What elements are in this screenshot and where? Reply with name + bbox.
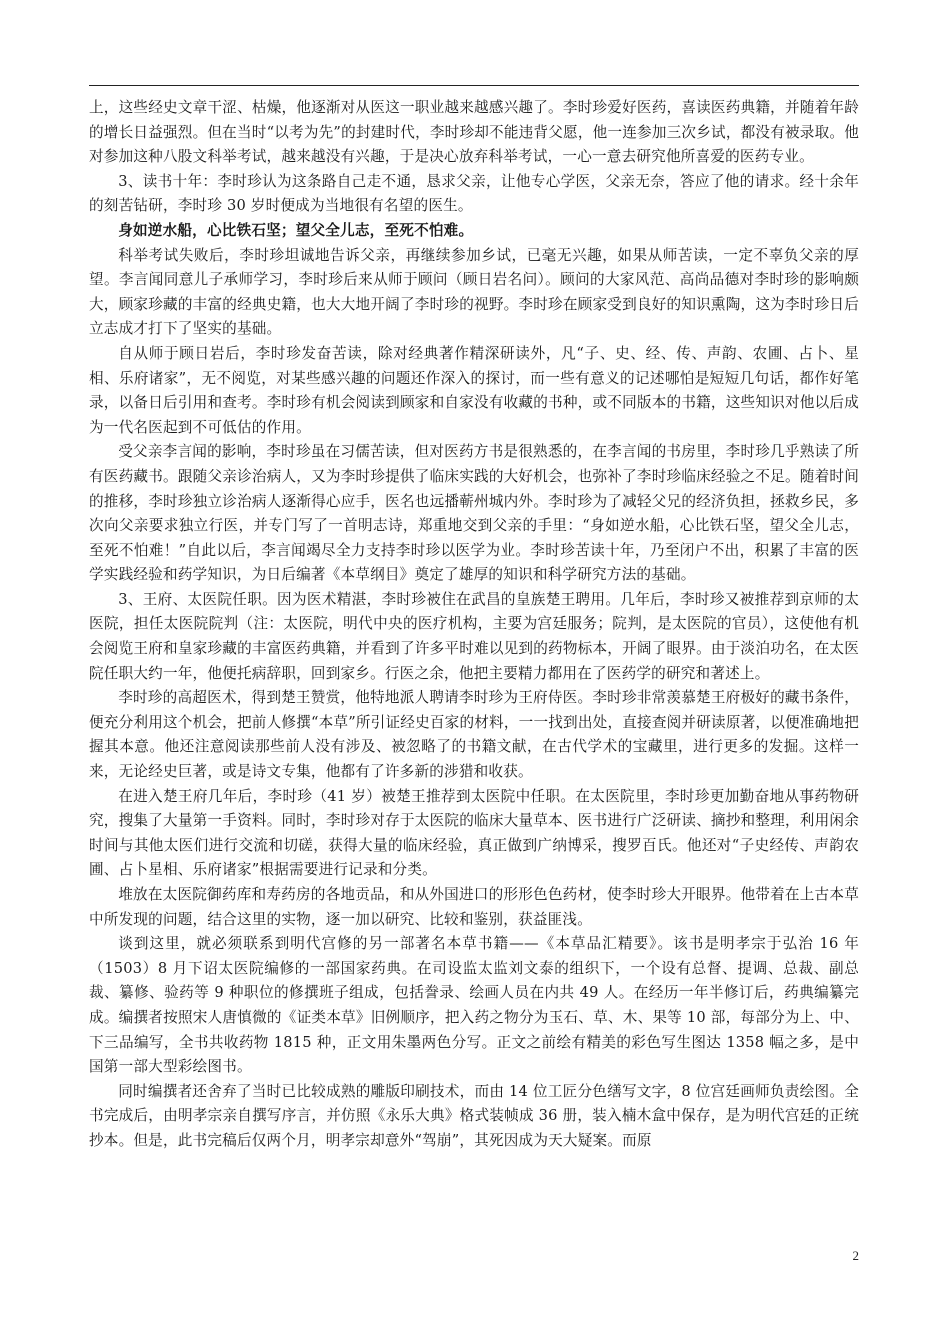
paragraph-reading-ten-years: 3、读书十年：李时珍认为这条路自己走不通，恳求父亲，让他专心学医，父亲无奈，答应了他的请求。经十余年的刻苦钻研，李时珍 30 岁时便成为当地很有名望的医生。	[89, 172, 859, 215]
paragraph: 堆放在太医院御药库和寿药房的各地贡品，和从外国进口的形形色色药材，使李时珍大开眼界。他带着在上古本草中所发现的问题，结合这里的实物，逐一加以研究、比较和鉴别，获益匪浅。	[89, 886, 859, 928]
paragraph-royal-service: 3、王府、太医院任职。因为医术精湛，李时珍被住在武昌的皇族楚王聘用。几年后，李时珍又被推荐到京师的太医院，担任太医院院判（注：太医院，明代中央的医疗机构，主要为宫廷服务；院判，是太医院的官员），这使他有机会阅览王府和皇家珍藏的丰富医药典籍，并看到了许多平时难以见到的药物标本，开阔了眼界。由于淡泊功名，在太医院任职大约一年，他便托病辞职，回到家乡。行医之余，他把主要精力都用在了医药学的研究和著述上。	[89, 590, 859, 682]
paragraph: 同时编撰者还舍弃了当时已比较成熟的雕版印刷技术，而由 14 位工匠分色缮写文字，8 位宫廷画师负责绘图。全书完成后，由明孝宗亲自撰写序言，并仿照《永乐大典》格式装帧成 36 册，装入楠木盒中保存，是为明代宫廷的正统抄本。但是，此书完稿后仅两个月，明孝宗却意外“驾崩”，其死因成为天大疑案。而原	[89, 1082, 859, 1149]
body-text	[89, 96, 859, 1154]
paragraph: 受父亲李言闻的影响，李时珍虽在习儒苦读，但对医药方书是很熟悉的，在李言闻的书房里，李时珍几乎熟读了所有医药藏书。跟随父亲诊治病人，又为李时珍提供了临床实践的大好机会，也弥补了李时珍临床经验之不足。随着时间的推移，李时珍独立诊治病人逐渐得心应手，医名也远播蕲州城内外。李时珍为了减轻父兄的经济负担，拯救乡民，多次向父亲要求独立行医，并专门写了一首明志诗，郑重地交到父亲的手里：“身如逆水船，心比铁石坚，望父全儿志，至死不怕难！”自此以后，李言闻竭尽全力支持李时珍以医学为业。李时珍苦读十年，乃至闭户不出，积累了丰富的医学实践经验和药学知识，为日后编著《本草纲目》奠定了雄厚的知识和科学研究方法的基础。	[89, 443, 859, 584]
paragraph: 谈到这里，就必须联系到明代宫修的另一部著名本草书籍——《本草品汇精要》。该书是明孝宗于弘治 16 年（1503）8 月下诏太医院编修的一部国家药典。在司设监太监刘文泰的组织下，一个设有总督、提调、总裁、副总裁、纂修、验药等 9 种职位的修撰班子组成，包括誊录、绘画人员在内共 49 人。在经历一年半修订后，药典编纂完成。编撰者按照宋人唐慎微的《证类本草》旧例顺序，把入药之物分为玉石、草、木、果等 10 部，每部分为上、中、下三品编写，全书共收药物 1815 种，正文用朱墨两色分写。正文之前绘有精美的彩色写生图达 1358 幅之多，是中国第一部大型彩绘图书。	[89, 935, 859, 1076]
page-number: 2	[852, 1248, 859, 1263]
paragraph: 自从师于顾日岩后，李时珍发奋苦读，除对经典著作精深研读外，凡“子、史、经、传、声韵、农圃、占卜、星相、乐府诸家”，无不阅览，对某些感兴趣的问题还作深入的探讨，而一些有意义的记述哪怕是短短几句话，都作好笔录，以备日后引用和查考。李时珍有机会阅读到顾家和自家没有收藏的书种，或不同版本的书籍，这些知识对他以后成为一代名医起到不可低估的作用。	[89, 344, 859, 436]
paragraph: 李时珍的高超医术，得到楚王赞赏，他特地派人聘请李时珍为王府侍医。李时珍非常羡慕楚王府极好的藏书条件，便充分利用这个机会，把前人修撰“本草”所引证经史百家的材料，一一找到出处，直接查阅并研读原著，以便准确地把握其本意。他还注意阅读那些前人没有涉及、被忽略了的书籍文献，在古代学术的宝藏里，进行更多的发掘。这样一来，无论经史巨著，或是诗文专集，他都有了许多新的涉猎和收获。	[89, 689, 859, 781]
paragraph-continuation: 上，这些经史文章干涩、枯燥，他逐渐对从医这一职业越来越感兴趣了。李时珍爱好医药，喜读医药典籍，并随着年龄的增长日益强烈。但在当时“以考为先”的封建时代，李时珍却不能违背父愿，他一连参加三次乡试，都没有被录取。他对参加这种八股文科举考试，越来越没有兴趣，于是决心放弃科举考试，一心一意去研究他所喜爱的医药专业。	[89, 99, 859, 166]
poem-heading: 身如逆水船，心比铁石坚；望父全儿志，至死不怕难。	[118, 221, 474, 239]
paragraph: 在进入楚王府几年后，李时珍（41 岁）被楚王推荐到太医院中任职。在太医院里，李时珍更加勤奋地从事药物研究，搜集了大量第一手资料。同时，李时珍对存于太医院的临床大量草本、医书进行广泛研读、摘抄和整理，利用闲余时间与其他太医们进行交流和切磋，获得大量的临床经验，真正做到广纳博采，搜罗百氏。他还对“子史经传、声韵农圃、占卜星相、乐府诸家”根据需要进行记录和分类。	[89, 787, 859, 879]
header-rule	[89, 85, 859, 86]
paragraph: 科举考试失败后，李时珍坦诚地告诉父亲，再继续参加乡试，已毫无兴趣，如果从师苦读，一定不辜负父亲的厚望。李言闻同意儿子承师学习，李时珍后来从师于顾问（顾日岩名问）。顾问的大家风范、高尚品德对李时珍的影响颇大，顾家珍藏的丰富的经典史籍，也大大地开阔了李时珍的视野。李时珍在顾家受到良好的知识熏陶，这为李时珍日后立志成才打下了坚实的基础。	[89, 246, 859, 338]
